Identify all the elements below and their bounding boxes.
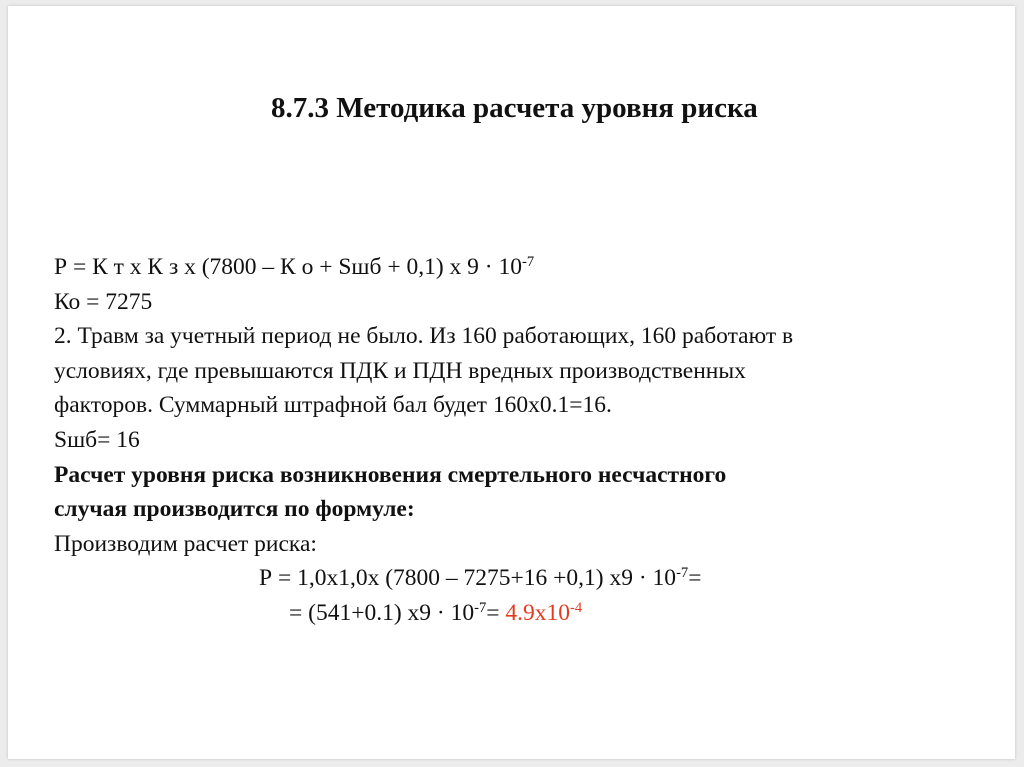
calc-step-1-text: Р = 1,0х1,0х (7800 – 7275+16 +0,1) х9 · 10	[259, 565, 677, 592]
risk-formula-exponent: -7	[522, 254, 535, 270]
calc-step-1-exponent: -7	[676, 565, 689, 582]
slide-title: 8.7.3 Методика расчета уровня риска	[271, 92, 758, 124]
risk-result	[505, 600, 582, 626]
bold-statement-line: случая производится по формуле:	[54, 496, 415, 523]
sshb-value: Sшб= 16	[54, 426, 140, 453]
paragraph-line: факторов. Суммарный штрафной бал будет 160х0.1=16.	[54, 392, 612, 419]
calc-step-2-text: = (541+0.1) х9 · 10	[289, 599, 475, 626]
calc-step-2-exponent: -7	[474, 599, 487, 616]
calc-step-2	[289, 596, 994, 631]
calc-step-1-tail: =	[688, 565, 702, 592]
risk-result-exponent: -4	[570, 599, 583, 616]
paragraph-line: условиях, где превышаются ПДК и ПДН вредных производственных	[54, 357, 746, 384]
risk-formula	[54, 250, 994, 285]
bold-statement-line: Расчет уровня риска возникновения смертельного несчастного	[54, 461, 727, 488]
calc-step-2-tail: =	[486, 599, 506, 626]
risk-formula-text: Р = К т х К з х (7800 – К о + Sшб + 0,1) х 9 · 10	[54, 254, 523, 280]
paragraph-line: 2. Травм за учетный период не было. Из 160 работающих, 160 работают в	[54, 323, 794, 350]
calc-step-1	[259, 561, 994, 596]
calc-intro: Производим расчет риска:	[54, 530, 317, 557]
slide-body	[54, 250, 994, 631]
ko-value: Ко = 7275	[54, 288, 153, 315]
risk-result-text: 4.9х10	[505, 599, 571, 626]
slide	[8, 6, 1015, 759]
